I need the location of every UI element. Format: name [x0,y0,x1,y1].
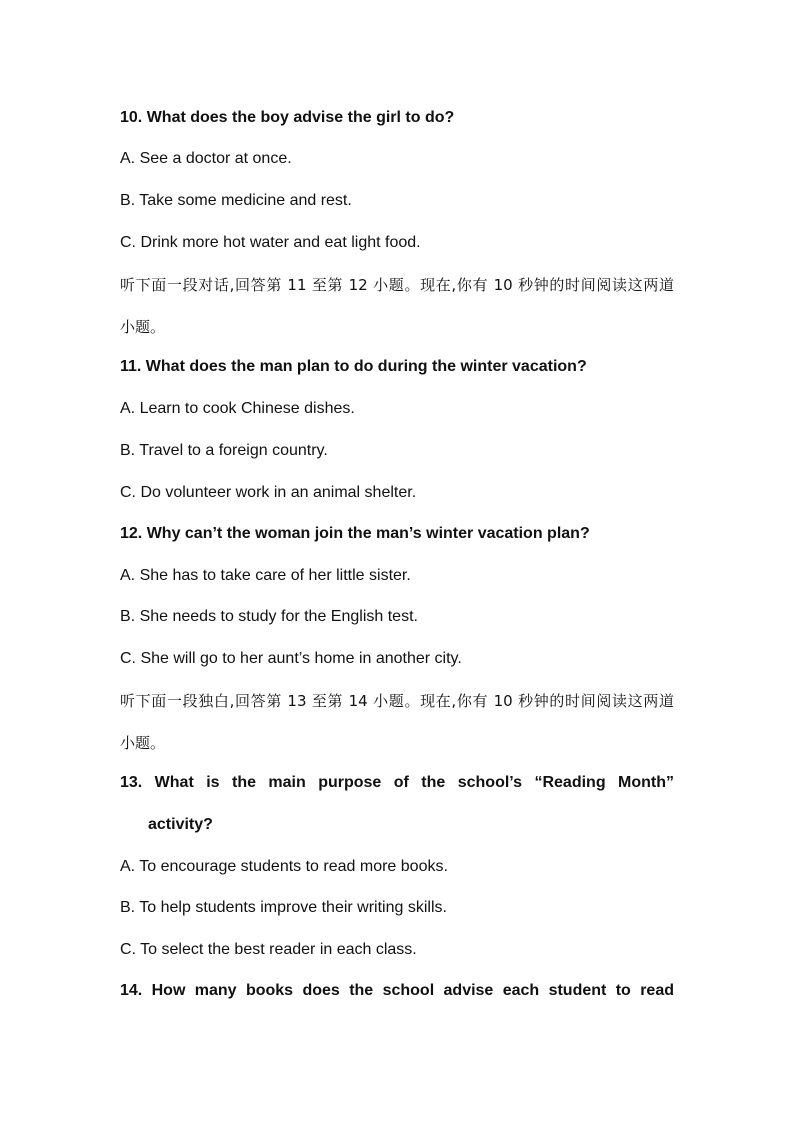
question-12: 12. Why can’t the woman join the man’s winter vacation plan? [120,525,590,542]
question-13-option-c: C. To select the best reader in each class. [120,941,417,958]
question-13-line-1: 13. What is the main purpose of the school’s “Reading Month” [120,774,674,791]
instruction-2-line-2: 小题。 [120,734,166,752]
question-13-option-b: B. To help students improve their writing skills. [120,899,447,916]
question-13-option-a: A. To encourage students to read more books. [120,858,448,875]
instruction-1-line-1: 听下面一段对话,回答第 11 至第 12 小题。现在,你有 10 秒钟的时间阅读这两道 [120,276,674,294]
question-12-option-b: B. She needs to study for the English test. [120,608,418,625]
question-13-line-2: activity? [148,816,213,833]
question-12-option-a: A. She has to take care of her little sister. [120,567,411,584]
question-11: 11. What does the man plan to do during the winter vacation? [120,358,587,375]
question-10: 10. What does the boy advise the girl to do? [120,109,455,126]
question-10-option-a: A. See a doctor at once. [120,150,292,167]
instruction-2-line-1: 听下面一段独白,回答第 13 至第 14 小题。现在,你有 10 秒钟的时间阅读这两道 [120,692,674,710]
question-10-option-c: C. Drink more hot water and eat light food. [120,234,421,251]
question-11-option-a: A. Learn to cook Chinese dishes. [120,400,355,417]
instruction-1-line-2: 小题。 [120,318,166,336]
question-12-option-c: C. She will go to her aunt’s home in another city. [120,650,462,667]
question-11-option-b: B. Travel to a foreign country. [120,442,328,459]
question-11-option-c: C. Do volunteer work in an animal shelter. [120,484,417,501]
question-14-line-1: 14. How many books does the school advise each student to read [120,982,674,999]
question-10-option-b: B. Take some medicine and rest. [120,192,352,209]
